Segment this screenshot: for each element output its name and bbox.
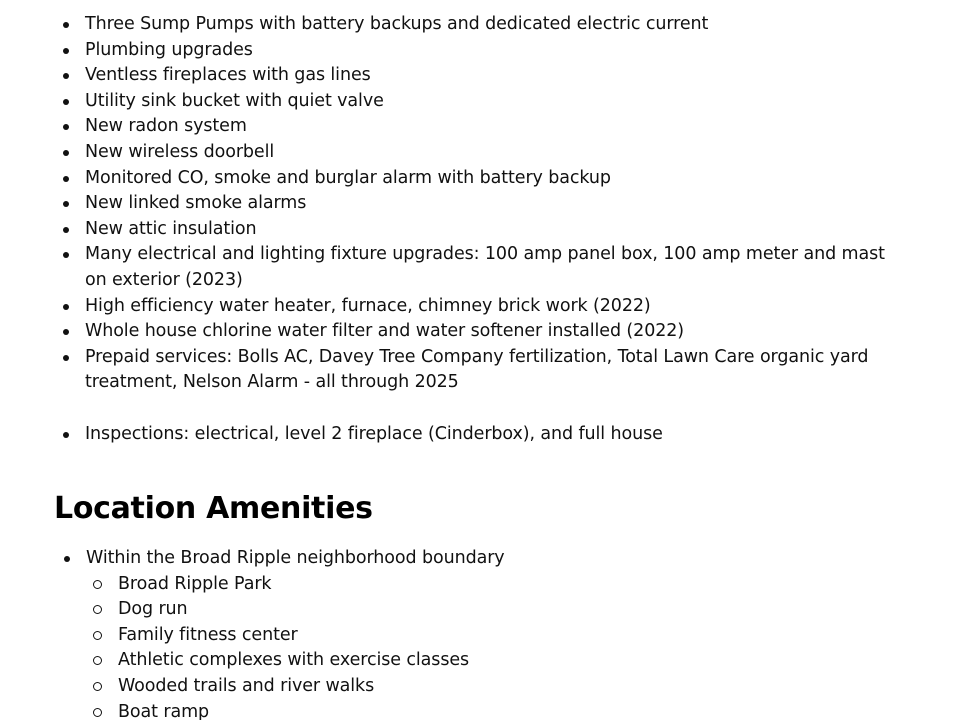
features-list [0,12,900,447]
list-item: New attic insulation [0,217,900,243]
list-item: New wireless doorbell [0,140,900,166]
sub-list-item: Broad Ripple Park [86,572,900,598]
sub-list-item: Dog run [86,597,900,623]
list-item: Inspections: electrical, level 2 fireplace (Cinderbox), and full house [0,422,900,448]
list-item: Ventless fireplaces with gas lines [0,63,900,89]
amenities-sub-list [86,572,900,720]
list-item: New linked smoke alarms [0,191,900,217]
list-item: Many electrical and lighting fixture upgrades: 100 amp panel box, 100 amp meter and mast on exterior (2023) [0,242,900,293]
sub-list-item: Boat ramp [86,700,900,720]
list-item: Plumbing upgrades [0,38,900,64]
list-item: Whole house chlorine water filter and water softener installed (2022) [0,319,900,345]
list-item: New radon system [0,114,900,140]
sub-list-item: Wooded trails and river walks [86,674,900,700]
sub-list-item: Family fitness center [86,623,900,649]
amenities-item-label: Within the Broad Ripple neighborhood boundary [86,548,505,568]
amenities-list [0,546,900,720]
list-item: Utility sink bucket with quiet valve [0,89,900,115]
sub-list-item: Athletic complexes with exercise classes [86,648,900,674]
location-amenities-heading: Location Amenities [54,491,373,526]
list-item: Prepaid services: Bolls AC, Davey Tree Company fertilization, Total Lawn Care organic yard treatment, Nelson Alarm - all through 2025 [0,345,900,396]
list-item: Three Sump Pumps with battery backups and dedicated electric current [0,12,900,38]
amenities-list-item [0,546,900,720]
list-item: High efficiency water heater, furnace, chimney brick work (2022) [0,294,900,320]
list-item: Monitored CO, smoke and burglar alarm with battery backup [0,166,900,192]
